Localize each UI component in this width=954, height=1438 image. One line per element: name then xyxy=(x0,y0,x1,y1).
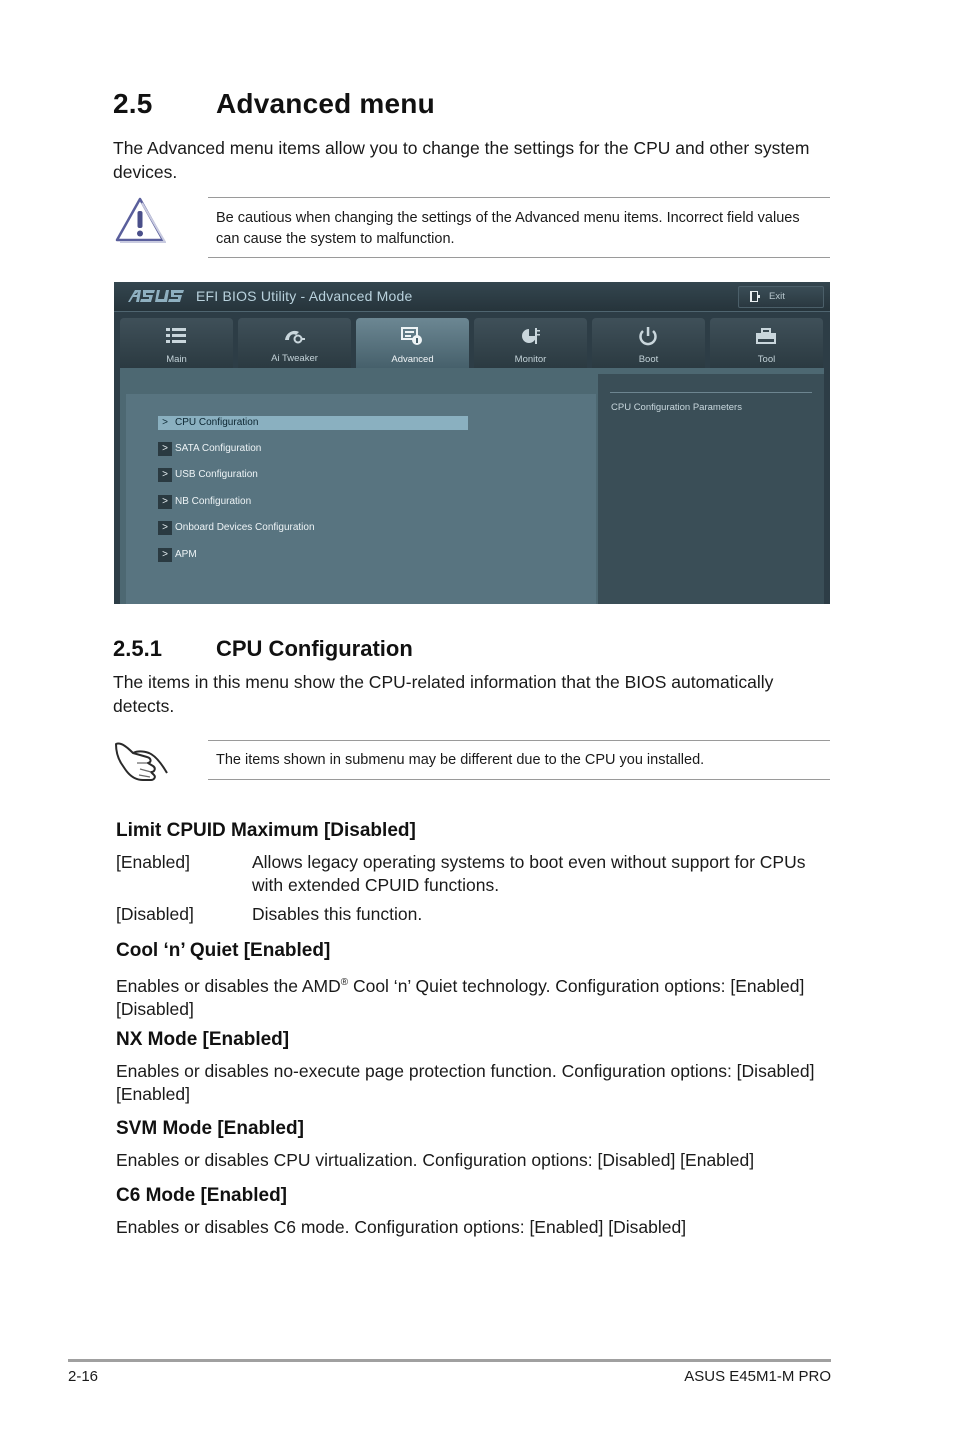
tab-ai-tweaker[interactable] xyxy=(238,318,351,368)
help-divider xyxy=(610,392,812,393)
c6-mode-heading: C6 Mode [Enabled] xyxy=(116,1185,288,1206)
limit-cpuid-heading: Limit CPUID Maximum [Disabled] xyxy=(116,820,416,841)
tab-boot[interactable] xyxy=(592,318,705,368)
section-title-text: Advanced menu xyxy=(216,88,435,119)
asus-logo xyxy=(124,288,186,304)
monitor-icon xyxy=(518,326,542,346)
caution-note-text: Be cautious when changing the settings of the Advanced menu items. Incorrect field values can cause the system to malfunction. xyxy=(216,210,800,247)
tab-label: Ai Tweaker xyxy=(271,353,318,364)
cool-n-quiet-heading: Cool ‘n’ Quiet [Enabled] xyxy=(116,940,331,961)
list-icon xyxy=(164,326,188,346)
menu-item-cpu-configuration[interactable] xyxy=(158,416,468,430)
nx-mode-desc: Enables or disables no-execute page protection function. Configuration options: [Disabled] [Enabled] xyxy=(116,1061,815,1104)
chevron-right-icon: > xyxy=(158,468,172,482)
limit-cpuid-disabled-key: [Disabled] xyxy=(116,904,194,924)
chevron-right-icon: > xyxy=(162,417,168,428)
menu-item-label: USB Configuration xyxy=(175,469,258,480)
limit-cpuid-enabled-key: [Enabled] xyxy=(116,852,190,872)
footer-rule xyxy=(68,1359,831,1362)
sub-intro-paragraph: The items in this menu show the CPU-related information that the BIOS automatically detects. xyxy=(113,672,774,716)
bios-exit-label: Exit xyxy=(769,291,785,302)
note-rule-top xyxy=(208,197,830,198)
limit-cpuid-enabled-desc: Allows legacy operating systems to boot even without support for CPUs with extended CPUID functions. xyxy=(252,852,806,895)
hand-note-rule-bottom xyxy=(208,779,830,780)
tab-label: Monitor xyxy=(514,354,547,365)
tab-label: Main xyxy=(166,354,187,365)
menu-item-label: CPU Configuration xyxy=(175,417,259,428)
bios-header xyxy=(114,282,830,312)
chevron-right-icon: > xyxy=(158,495,172,509)
menu-item-label: APM xyxy=(175,549,197,560)
chevron-right-icon: > xyxy=(158,548,172,562)
tab-label: Boot xyxy=(638,354,659,365)
cool-n-quiet-desc-pre: Enables or disables the AMD xyxy=(116,975,341,996)
pointing-hand-icon xyxy=(113,739,171,783)
registered-mark: ® xyxy=(340,977,349,988)
power-icon xyxy=(636,326,660,346)
menu-item-label: SATA Configuration xyxy=(175,443,262,454)
tweaker-icon xyxy=(282,326,306,346)
cool-n-quiet-desc xyxy=(116,971,816,1021)
tab-label: Advanced xyxy=(391,354,434,365)
tab-advanced[interactable] xyxy=(356,318,469,368)
chevron-right-icon: > xyxy=(158,442,172,456)
exit-icon xyxy=(749,290,761,303)
intro-paragraph: The Advanced menu items allow you to change the settings for the CPU and other system devices. xyxy=(113,138,810,182)
svm-mode-heading: SVM Mode [Enabled] xyxy=(116,1118,304,1139)
menu-item-label: NB Configuration xyxy=(175,496,252,507)
warning-icon xyxy=(114,196,166,244)
bios-menu-panel xyxy=(120,390,598,604)
svm-mode-desc: Enables or disables CPU virtualization. Configuration options: [Disabled] [Enabled] xyxy=(116,1150,755,1170)
bios-exit-button[interactable] xyxy=(738,286,824,308)
footer-model: ASUS E45M1-M PRO xyxy=(684,1368,831,1385)
cool-n-quiet-desc-post: Cool ‘n’ Quiet technology. Configuration options: [Enabled] [Disabled] xyxy=(116,975,805,1019)
hand-note-text: The items shown in submenu may be different due to the CPU you installed. xyxy=(216,752,705,768)
help-text: CPU Configuration Parameters xyxy=(611,402,742,413)
nx-mode-heading: NX Mode [Enabled] xyxy=(116,1029,290,1050)
c6-mode-desc: Enables or disables C6 mode. Configuration options: [Enabled] [Disabled] xyxy=(116,1217,687,1237)
section-title xyxy=(113,88,435,120)
advanced-icon xyxy=(400,326,424,346)
tab-tool[interactable] xyxy=(710,318,823,368)
limit-cpuid-disabled-desc: Disables this function. xyxy=(252,904,423,924)
bios-title: EFI BIOS Utility - Advanced Mode xyxy=(196,288,413,304)
bios-help-panel xyxy=(598,374,824,604)
section-number: 2.5 xyxy=(113,88,153,119)
tab-monitor[interactable] xyxy=(474,318,587,368)
subsection-title-text: CPU Configuration xyxy=(216,636,413,661)
subsection-title xyxy=(113,636,413,662)
tool-icon xyxy=(754,326,778,346)
bios-screenshot xyxy=(114,282,830,604)
tab-main[interactable] xyxy=(120,318,233,368)
bios-menu-inner xyxy=(126,394,596,604)
hand-note-rule-top xyxy=(208,740,830,741)
chevron-right-icon: > xyxy=(158,521,172,535)
subsection-number: 2.5.1 xyxy=(113,636,162,661)
tab-label: Tool xyxy=(757,354,776,365)
note-rule-bottom xyxy=(208,257,830,258)
footer-page-number: 2-16 xyxy=(68,1368,99,1385)
menu-item-label: Onboard Devices Configuration xyxy=(175,522,315,533)
